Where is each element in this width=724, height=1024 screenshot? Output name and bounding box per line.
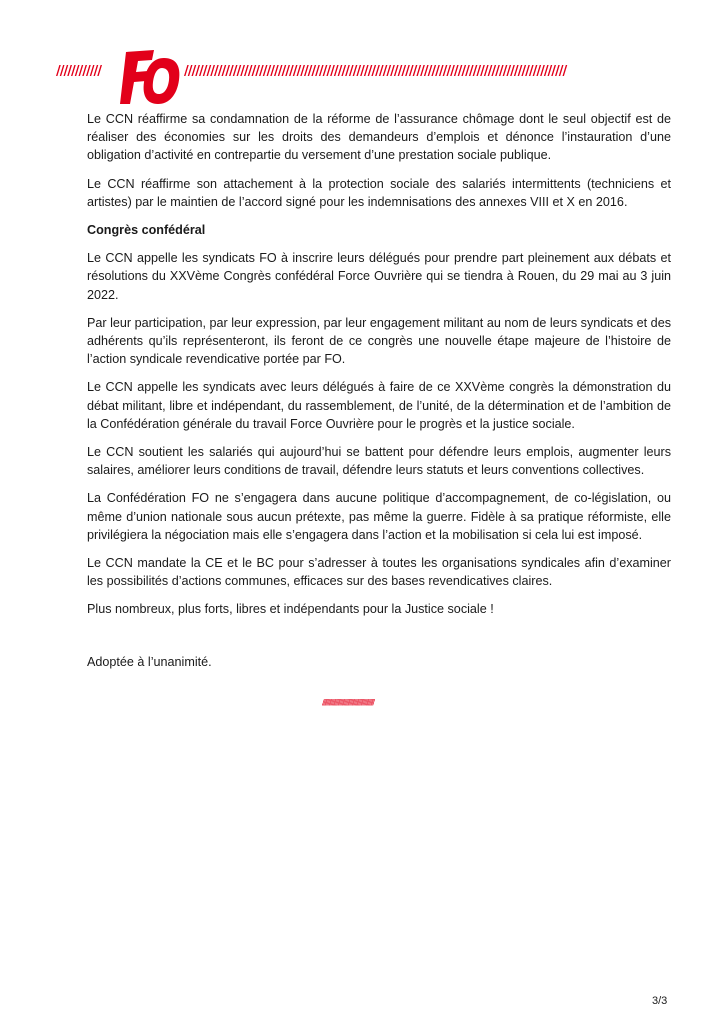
section-title-congres: Congrès confédéral: [87, 223, 206, 238]
fo-logo: [120, 48, 182, 106]
header-slashes-right: //////////////////////////////////////////////////////////////////////////////////////////////////////: [184, 64, 567, 79]
paragraph-politique-confederation: La Confédération FO ne s’engagera dans aucune politique d’accompagnement, de co-législation, ou même d’union nationale sous aucun prétexte, pas même la guerre. Fidèle à sa pratique réformiste, elle privilégiera la négociation mais elle s’engagera dans l’action et la mobilisation si cela lui est imposé.: [87, 491, 671, 542]
paragraph-mandat-ce-bc: Le CCN mandate la CE et le BC pour s’adresser à toutes les organisations syndicales afin d’examiner les possibilités d’actions communes, efficaces sur des bases revendicatives claires.: [87, 556, 671, 589]
adoption-statement: Adoptée à l’unanimité.: [87, 654, 212, 669]
paragraph-soutien-salaries: Le CCN soutient les salariés qui aujourd’hui se battent pour défendre leurs emplois, augmenter leurs salaires, améliorer leurs conditions de travail, défendre leurs statuts et leurs conventions collectives.: [87, 445, 671, 478]
paragraph-assurance-chomage: Le CCN réaffirme sa condamnation de la réforme de l’assurance chômage dont le seul objectif est de réaliser des économies sur les droits des demandeurs d’emplois et dénonce l’instauration d’une obligation d’activité en contrepartie du versement d’une prestation sociale publique.: [87, 112, 671, 163]
page-header: [56, 46, 670, 106]
paragraph-intermittents: Le CCN réaffirme son attachement à la protection sociale des salariés intermittents (techniciens et artistes) par le maintien de l’accord signé pour les indemnisations des annexes VIII et X en 2016.: [87, 176, 671, 209]
document-body: [87, 110, 671, 681]
paragraph-slogan: Plus nombreux, plus forts, libres et indépendants pour la Justice sociale !: [87, 602, 494, 617]
paragraph-demonstration: Le CCN appelle les syndicats avec leurs délégués à faire de ce XXVème congrès la démonstration du débat militant, libre et indépendant, du rassemblement, de l’unité, de la détermination et de l’ambition de la Confédération générale du travail Force Ouvrière pour le progrès et la justice sociale.: [87, 380, 671, 431]
page-number: 3/3: [652, 995, 668, 1007]
header-slashes-left: ////////////: [56, 64, 101, 79]
paragraph-congres-inscription: Le CCN appelle les syndicats FO à inscrire leurs délégués pour prendre part pleinement aux débats et résolutions du XXVème Congrès confédéral Force Ouvrière qui se tiendra à Rouen, du 29 mai au 3 juin 2022.: [87, 251, 671, 302]
paragraph-participation: Par leur participation, par leur expression, par leur engagement militant au nom de leurs syndicats et des adhérents qu’ils représenteront, ils feront de ce congrès une nouvelle étape majeure de l’histoire de l’action syndicale revendicative portée par FO.: [87, 315, 671, 367]
footer-slashes: ///////////////////////////////////////////////: [322, 698, 374, 707]
